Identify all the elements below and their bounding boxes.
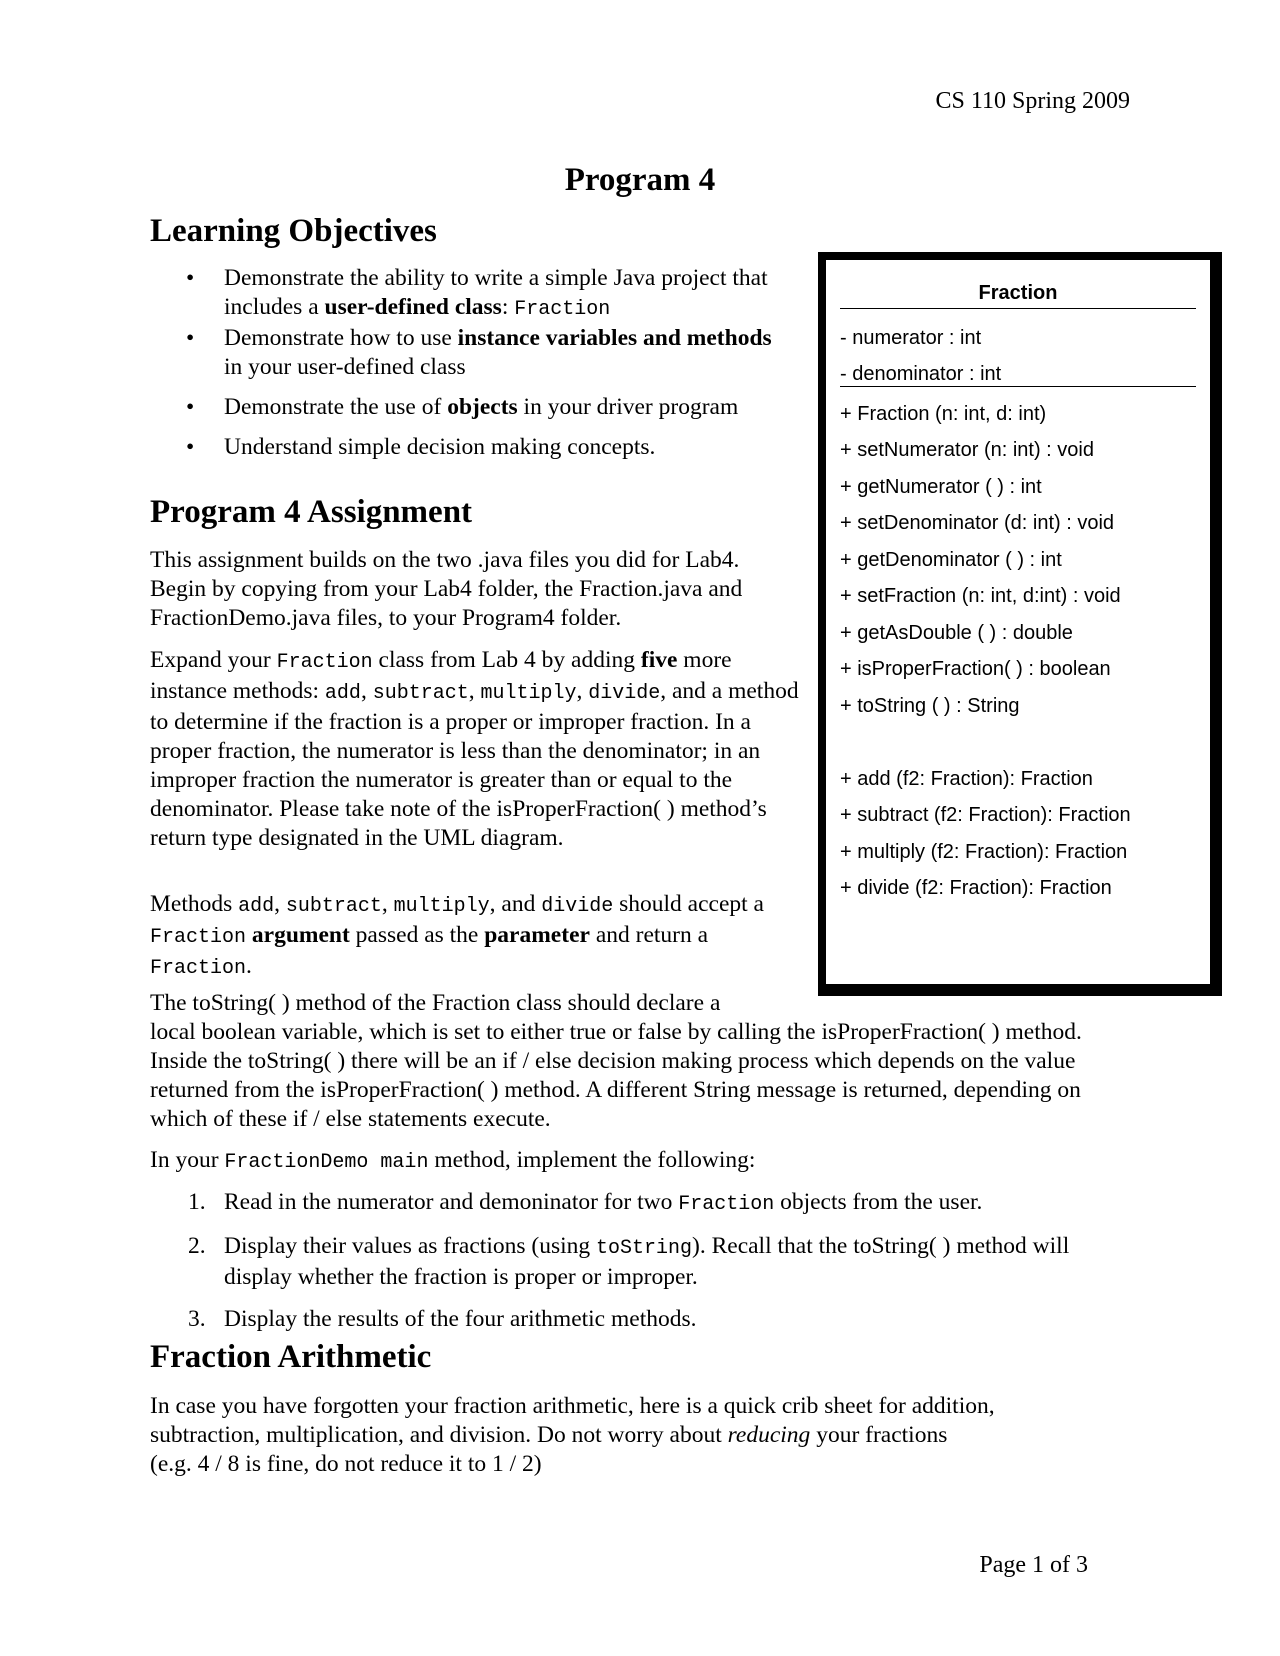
uml-method: + add (f2: Fraction): Fraction — [840, 768, 1093, 790]
objective-item: • Demonstrate the ability to write a simple Java project that includes a user-defined class: Fraction — [186, 265, 768, 321]
arithmetic-paragraph: In case you have forgotten your fraction arithmetic, here is a quick crib sheet for addition, subtraction, multiplication, and division. Do not worry about reducing your fractions (e.g. 4 / 8 is fine, do not reduce it to 1 / 2) — [150, 1393, 995, 1477]
list-item: 2. Display their values as fractions (using toString). Recall that the toString( ) method will display whether the fraction is proper or improper. — [188, 1233, 1070, 1290]
uml-method: + setDenominator (d: int) : void — [840, 512, 1115, 534]
tostring-paragraph-line1: The toString( ) method of the Fraction class should declare a — [150, 990, 721, 1016]
uml-method: + toString ( ) : String — [840, 695, 1020, 717]
uml-class-diagram — [818, 252, 1222, 996]
list-item: 3. Display the results of the four arithmetic methods. — [188, 1306, 697, 1332]
uml-method: + getAsDouble ( ) : double — [840, 622, 1073, 644]
bullet-icon: • — [186, 434, 195, 460]
objective-item: • Demonstrate how to use instance variables and methods in your user-defined class — [186, 325, 772, 380]
uml-method: + setNumerator (n: int) : void — [840, 439, 1094, 461]
bullet-icon: • — [186, 325, 195, 351]
uml-class-name: Fraction — [840, 282, 1196, 309]
uml-method: + subtract (f2: Fraction): Fraction — [840, 804, 1131, 826]
uml-attribute: - numerator : int — [840, 327, 982, 349]
uml-method: + divide (f2: Fraction): Fraction — [840, 877, 1112, 899]
page-title: Program 4 — [564, 162, 716, 198]
methods-paragraph: Methods add, subtract, multiply, and divide should accept a Fraction argument passed as the parameter and return a Fraction. — [150, 891, 764, 980]
course-header: CS 110 Spring 2009 — [935, 88, 1130, 114]
uml-method: + multiply (f2: Fraction): Fraction — [840, 841, 1128, 863]
list-item: 1. Read in the numerator and demoninator for two Fraction objects from the user. — [188, 1189, 983, 1216]
steps-list — [150, 1188, 1090, 1334]
bullet-icon: • — [186, 394, 195, 420]
objective-item: • Demonstrate the use of objects in your driver program — [186, 394, 739, 420]
objectives-list — [150, 264, 790, 462]
tostring-paragraph: local boolean variable, which is set to either true or false by calling the isProperFraction( ) method. Inside the toString( ) there will be an if / else decision making process which depends on the value returned from the isProperFraction( ) method. A different String message is returned, depending on which of these if / else statements execute. — [150, 1019, 1082, 1132]
fractiondemo-paragraph: In your FractionDemo main method, implement the following: — [150, 1147, 756, 1174]
page-number: Page 1 of 3 — [979, 1552, 1088, 1578]
expand-paragraph: Expand your Fraction class from Lab 4 by adding five more instance methods: add, subtract, multiply, divide, and a method to determine if the fraction is a proper or improper fraction. In a proper fraction, the numerator is less than the denominator; in an improper fraction the numerator is greater than or equal to the denominator. Please take note of the isProperFraction( ) method’s return type designated in the UML diagram. — [150, 647, 799, 851]
arithmetic-heading: Fraction Arithmetic — [150, 1339, 432, 1375]
assignment-heading: Program 4 Assignment — [150, 494, 473, 530]
learning-objectives-heading: Learning Objectives — [150, 213, 437, 249]
bullet-icon: • — [186, 265, 195, 291]
uml-method: + getNumerator ( ) : int — [840, 476, 1042, 498]
uml-method: + setFraction (n: int, d:int) : void — [840, 585, 1121, 607]
uml-method: + getDenominator ( ) : int — [840, 549, 1062, 571]
uml-method: + Fraction (n: int, d: int) — [840, 403, 1047, 425]
uml-attribute: - denominator : int — [840, 362, 1196, 387]
objective-item: • Understand simple decision making concepts. — [186, 434, 656, 460]
uml-method: + isProperFraction( ) : boolean — [840, 658, 1111, 680]
assignment-intro: This assignment builds on the two .java files you did for Lab4. Begin by copying from your Lab4 folder, the Fraction.java and FractionDemo.java files, to your Program4 folder. — [150, 547, 743, 631]
